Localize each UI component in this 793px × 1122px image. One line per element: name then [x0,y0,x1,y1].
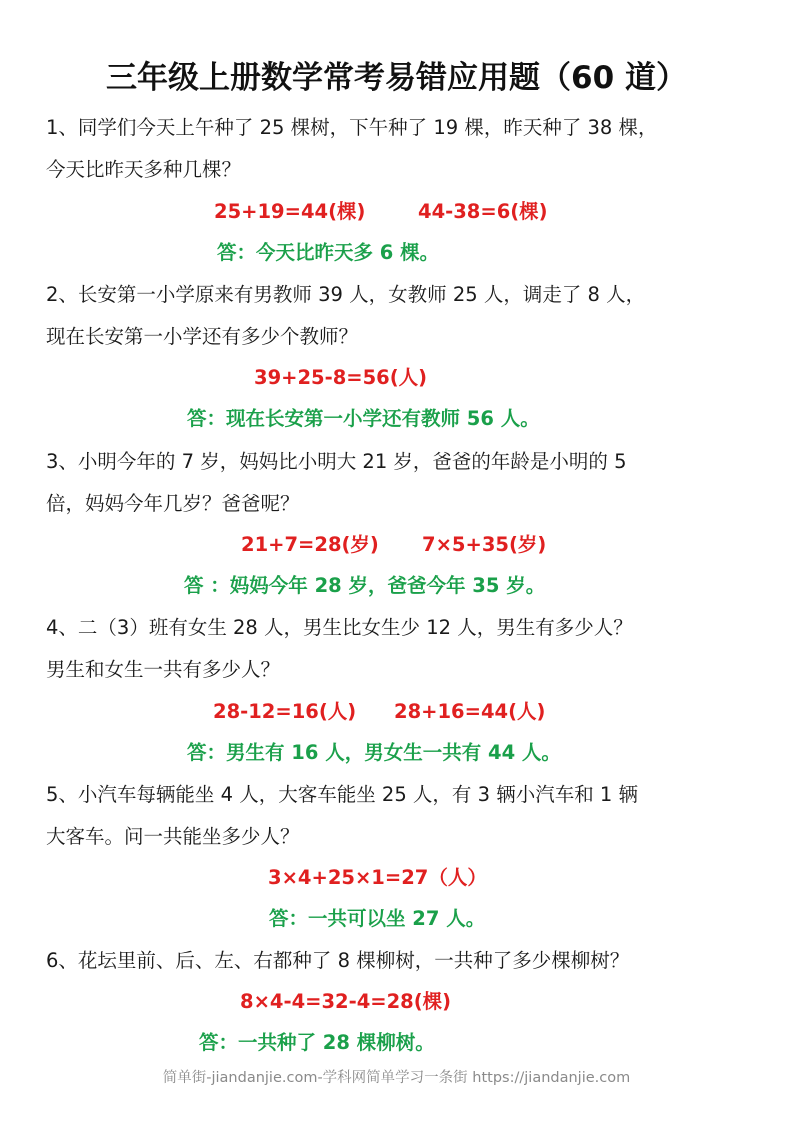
question-line: 今天比昨天多种几棵？ [46,158,242,181]
calculation: 28+16=44(人) [394,700,546,723]
question-3 [46,441,756,525]
page-footer: 简单街-jiandanjie.com-学科网简单学习一条街 https://jiandanjie.com [162,1070,631,1086]
calculation: 39+25-8=56(人) [254,366,428,389]
question-line: 2、长安第一小学原来有男教师 39 人，女教师 25 人，调走了 8 人， [46,283,646,306]
question-line: 1、同学们今天上午种了 25 棵树，下午种了 19 棵，昨天种了 38 棵， [46,116,658,139]
answer: 答：现在长安第一小学还有教师 56 人。 [187,407,540,430]
question-line: 倍，妈妈今年几岁？爸爸呢？ [46,492,300,515]
question-line: 5、小汽车每辆能坐 4 人，大客车能坐 25 人，有 3 辆小汽车和 1 辆 [46,783,639,806]
calculation: 3×4+25×1=27（人） [268,866,487,889]
answer: 答：今天比昨天多 6 棵。 [217,241,440,264]
page-title: 三年级上册数学常考易错应用题（60 道） [106,60,687,96]
question-1 [46,107,756,191]
answer: 答：一共种了 28 棵柳树。 [199,1031,435,1054]
question-line: 4、二（3）班有女生 28 人，男生比女生少 12 人，男生有多少人？ [46,616,633,639]
answer: 答：一共可以坐 27 人。 [269,907,486,930]
calculation: 25+19=44(棵) [214,200,366,223]
question-2 [46,274,756,358]
question-5 [46,774,756,858]
question-6 [46,940,756,982]
calculation: 8×4-4=32-4=28(棵) [240,990,452,1013]
answer: 答：男生有 16 人，男女生一共有 44 人。 [187,741,561,764]
question-line: 6、花坛里前、后、左、右都种了 8 棵柳树，一共种了多少棵柳树？ [46,949,630,972]
calculation: 21+7=28(岁) [241,533,379,556]
question-line: 大客车。问一共能坐多少人？ [46,825,300,848]
answer: 答 ：妈妈今年 28 岁，爸爸今年 35 岁。 [184,574,546,597]
question-4 [46,607,756,691]
question-line: 3、小明今年的 7 岁，妈妈比小明大 21 岁，爸爸的年龄是小明的 5 [46,450,627,473]
question-line: 现在长安第一小学还有多少个教师？ [46,325,359,348]
calculation: 44-38=6(棵) [418,200,548,223]
question-line: 男生和女生一共有多少人？ [46,658,281,681]
calculation: 28-12=16(人) [213,700,357,723]
calculation: 7×5+35(岁) [422,533,547,556]
